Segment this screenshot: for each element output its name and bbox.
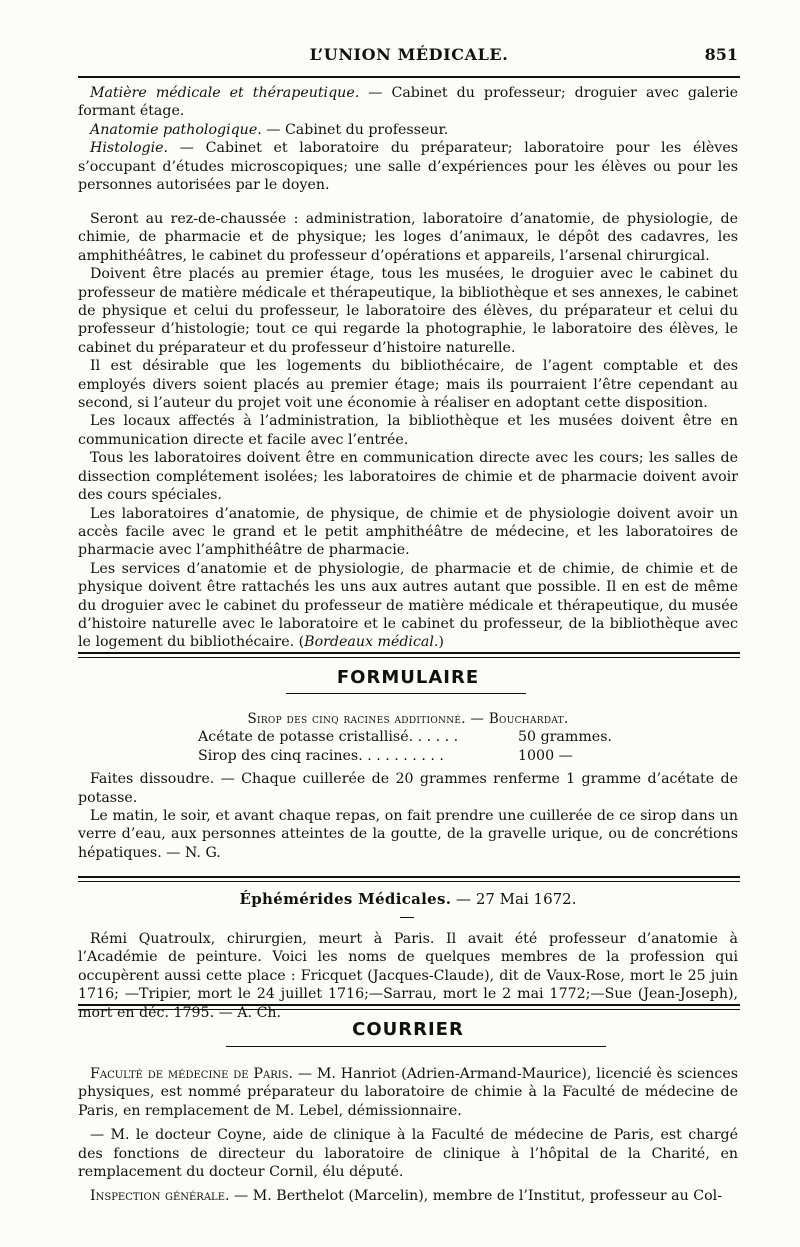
formulaire-section xyxy=(78,666,738,690)
courrier-paragraph xyxy=(78,1187,738,1205)
journal-title: L’UNION MÉDICALE. xyxy=(309,45,509,64)
ingredient-row xyxy=(198,728,618,746)
section-divider xyxy=(78,652,740,658)
intro-paragraph xyxy=(78,139,738,194)
header-rule xyxy=(78,76,740,78)
running-header xyxy=(78,44,740,70)
ingredient-quantity: 1000 — xyxy=(518,747,573,764)
page-number: 851 xyxy=(704,45,738,64)
formulaire-paragraph: Le matin, le soir, et avant chaque repas, on fait prendre une cuillerée de ce sirop dans un verre d’eau, aux personnes atteintes de la goutte, de la gravelle urique, ou de concrétions hépatiques. — N. G. xyxy=(78,808,738,861)
paragraph-label: Inspection générale. xyxy=(90,1188,230,1205)
section-title: FORMULAIRE xyxy=(336,667,480,688)
section-title-label: Éphémérides Médicales. xyxy=(239,890,452,908)
ephemerides-paragraph: Rémi Quatroulx, chirurgien, meurt à Paris. Il avait été professeur d’anatomie à l’Académie de peinture. Voici les noms de quelques membres de la profession qui occupèrent aussi cette place : Fricquet (Jacques-Claude), dit de Vaux-Rose, mort le 25 juin 1716; —Tripier, mort le 24 juillet 1716;—Sarrau, mort le 2 mai 1772;—Sue (Jean-Joseph), mort en déc. 1795. — A. Ch. xyxy=(78,931,738,1021)
formulaire-paragraph: Faites dissoudre. — Chaque cuillerée de 20 grammes renferme 1 gramme d’acétate de potasse. xyxy=(78,771,738,806)
paragraph-text: — M. Berthelot (Marcelin), membre de l’Institut, professeur au Col- xyxy=(229,1188,723,1205)
paragraph-text: — Cabinet et laboratoire du préparateur; laboratoire pour les élèves s’occupant d’études microscopiques; une salle d’expériences pour les élèves ou pour les personnes autorisées par le doyen. xyxy=(78,140,738,194)
body-paragraph xyxy=(78,560,738,652)
body-paragraph: Les locaux affectés à l’administration, la bibliothèque et les musées doivent être en communication directe et facile avec l’entrée. xyxy=(78,413,738,448)
paragraph-label: Faculté de médecine de Paris. xyxy=(90,1066,294,1082)
paragraph-text: — M. Hanriot (Adrien-Armand-Maurice), licencié ès sciences physiques, est nommé préparateur du laboratoire de chimie à la Faculté de médecine de Paris, en remplacement de M. Lebel, démissionnaire. xyxy=(78,1066,738,1119)
ingredient-name: Sirop des cinq racines. . . . . . . . . . xyxy=(198,747,444,764)
courrier-section xyxy=(78,1018,738,1042)
intro-paragraph xyxy=(78,121,738,139)
intro-paragraph xyxy=(78,84,738,121)
ingredient-row xyxy=(198,747,618,765)
paragraph-text: — Cabinet du professeur. xyxy=(261,121,449,138)
body-paragraph: Les laboratoires d’anatomie, de physique, de chimie et de physiologie doivent avoir un accès facile avec le grand et le petit amphithéâtre de médecine, et les laboratoires de pharmacie avec l’amphithéâtre de pharmacie. xyxy=(78,505,738,559)
body-paragraph: Il est désirable que les logements du bibliothécaire, de l’agent comptable et des employés divers soient placés au premier étage; mais ils pourraient l’être cependant au second, si l’auteur du projet voit une économie à réaliser en adoptant cette disposition. xyxy=(78,358,738,412)
paragraph-label: Matière médicale et thérapeutique. xyxy=(90,85,360,101)
courrier-body xyxy=(78,1065,738,1206)
section-title xyxy=(78,890,738,908)
body-paragraph: Seront au rez-de-chaussée : administration, laboratoire d’anatomie, de physiologie, de chimie, de pharmacie et de physique; les loges d’animaux, le dépôt des cadavres, les amphithéâtres, le cabinet du professeur d’opérations et appareils, l’arsenal chirurgical. xyxy=(78,211,738,264)
ingredient-quantity: 50 grammes. xyxy=(518,729,612,746)
ephemerides-section xyxy=(78,890,738,908)
courrier-paragraph: — M. le docteur Coyne, aide de clinique à la Faculté de médecine de Paris, est chargé des fonctions de directeur du laboratoire de clinique à l’hôpital de la Charité, en remplacement du docteur Cornil, élu député. xyxy=(78,1127,738,1181)
paragraph-label: Anatomie pathologique. xyxy=(90,121,262,138)
section-divider xyxy=(78,876,740,882)
ingredient-name: Acétate de potasse cristallisé. . . . . . xyxy=(198,729,459,746)
article-body xyxy=(78,210,738,652)
paragraph-label: Histologie. xyxy=(90,140,169,157)
intro-block xyxy=(78,84,738,194)
title-underline xyxy=(226,1046,606,1047)
section-divider xyxy=(78,1004,740,1010)
paragraph-text: — Cabinet du professeur; droguier avec galerie formant étage. xyxy=(78,85,739,120)
paragraph-close: ) xyxy=(438,634,444,651)
section-title-date: — 27 Mai 1672. xyxy=(451,890,577,908)
section-title: COURRIER xyxy=(352,1019,464,1040)
courrier-paragraph xyxy=(78,1065,738,1120)
source-citation: Bordeaux médical. xyxy=(304,634,439,651)
short-rule xyxy=(400,917,414,918)
recipe-title: Sirop des cinq racines additionné. — Bouchardat. xyxy=(247,711,569,727)
title-underline xyxy=(286,693,526,694)
body-paragraph: Tous les laboratoires doivent être en communication directe avec les cours; les salles de dissection complétement isolées; les laboratoires de chimie et de pharmacie doivent avoir des cours spéciales. xyxy=(78,450,738,504)
body-paragraph: Doivent être placés au premier étage, tous les musées, le droguier avec le cabinet du professeur de matière médicale et thérapeutique, la bibliothèque et ses annexes, le cabinet de physique et celui du professeur, le laboratoire des élèves, du préparateur et celui du professeur d’histologie; tout ce qui regarde la photographie, le laboratoire des élèves, le cabinet du préparateur et du professeur d’histoire naturelle. xyxy=(78,266,738,356)
paragraph-text: Les services d’anatomie et de physiologie, de pharmacie et de chimie, de chimie et de physique doivent être rattachés les uns aux autres autant que possible. Il en est de même du droguier avec le cabinet du professeur de matière médicale et thérapeutique, du musée d’histoire naturelle avec le laboratoire et le cabinet du professeur, de la bibliothèque avec le logement du bibliothécaire. ( xyxy=(78,560,738,651)
ingredient-list xyxy=(198,728,618,765)
formulaire-body xyxy=(78,710,738,862)
